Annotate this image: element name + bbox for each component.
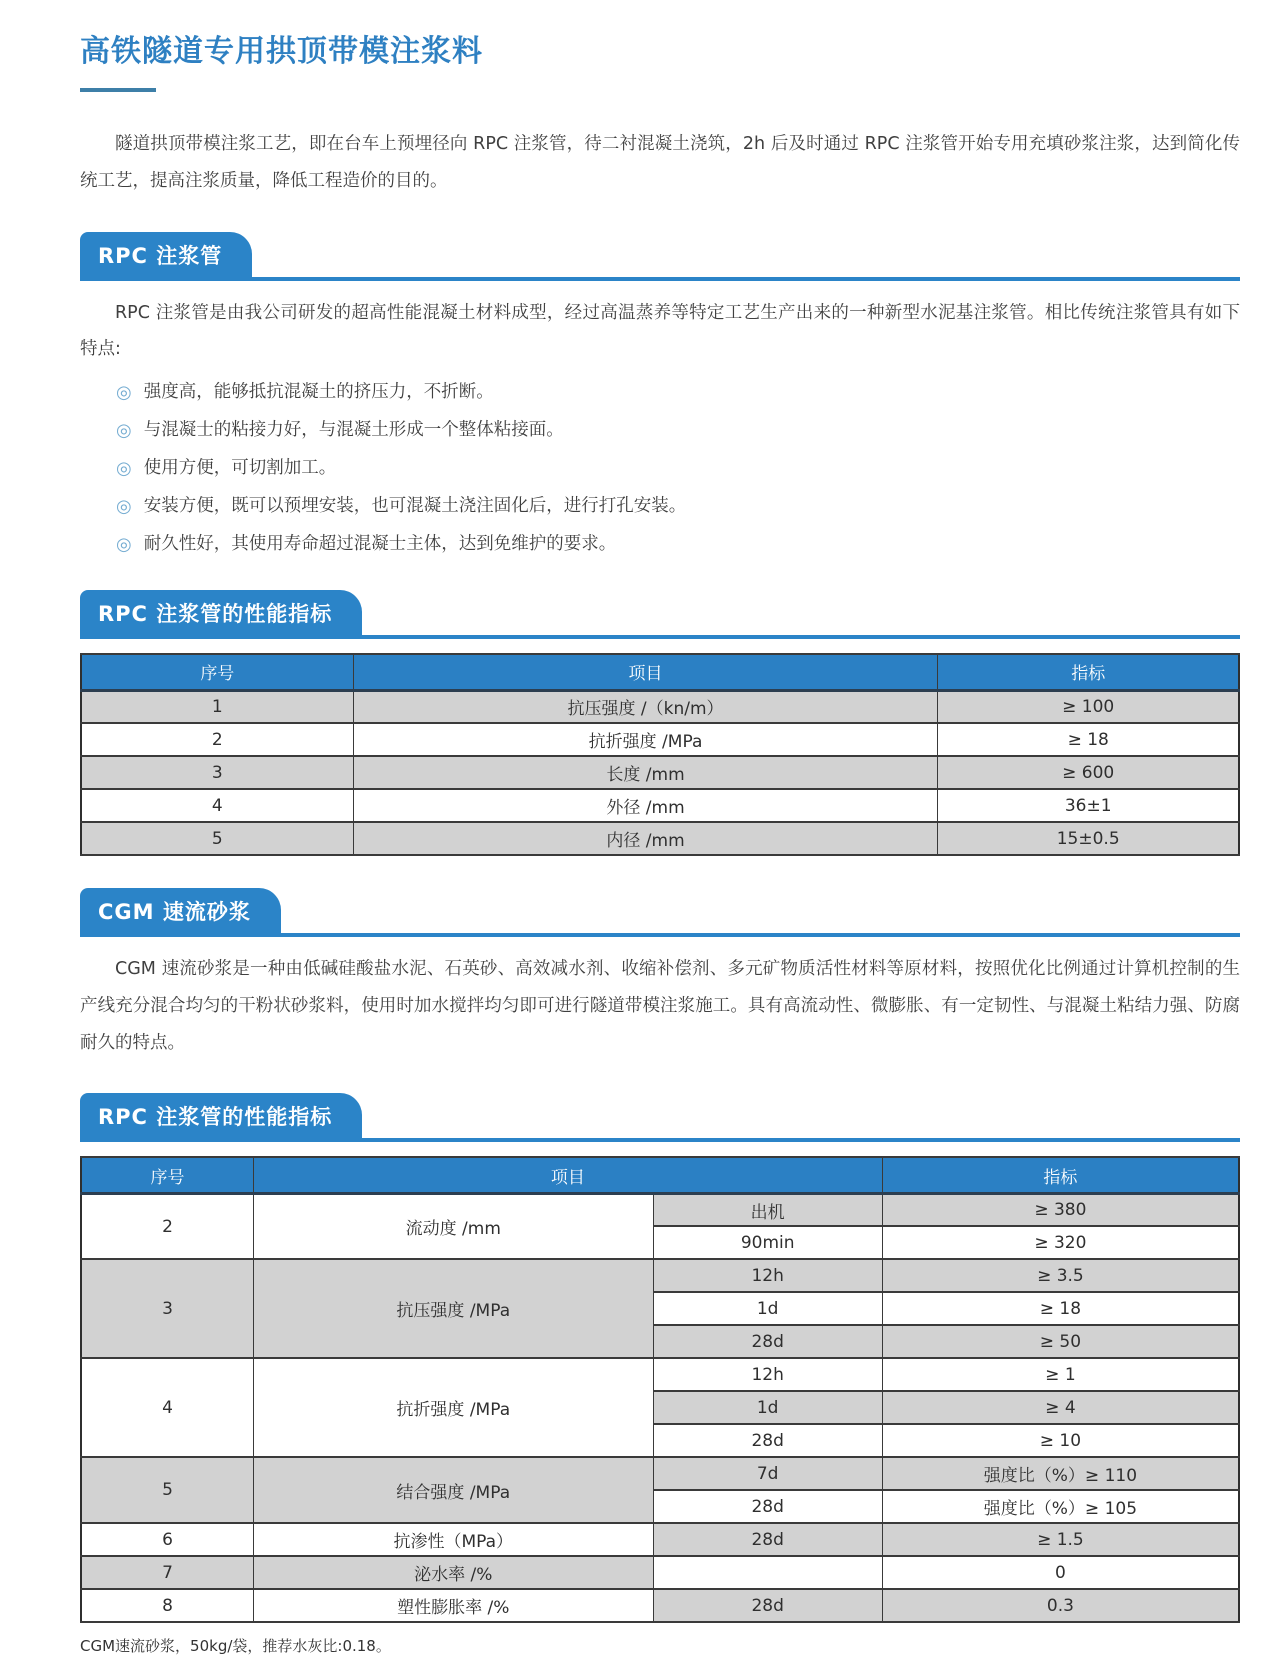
cell-condition: 7d [653, 1457, 882, 1490]
cell-condition: 出机 [653, 1193, 882, 1226]
cell-condition: 28d [653, 1523, 882, 1556]
cell-condition [653, 1556, 882, 1589]
cell-value: ≥ 18 [882, 1292, 1239, 1325]
page-title: 高铁隧道专用拱顶带模注浆料 [80, 34, 483, 69]
cell-condition: 90min [653, 1226, 882, 1259]
cell-item: 抗压强度 /（kn/m） [353, 690, 938, 723]
cell-value: 0.3 [882, 1589, 1239, 1622]
cell-item: 长度 /mm [353, 756, 938, 789]
cell-value: ≥ 600 [938, 756, 1239, 789]
cell-item: 塑性膨胀率 /% [254, 1589, 654, 1622]
section-header-cgm [80, 888, 1240, 937]
table-row [81, 1193, 1239, 1226]
circle-bullet-icon: ◎ [116, 458, 132, 479]
cell-condition: 1d [653, 1292, 882, 1325]
cell-condition: 1d [653, 1391, 882, 1424]
bullet-text: 与混凝士的粘接力好，与混凝土形成一个整体粘接面。 [143, 420, 564, 440]
cell-no: 4 [81, 789, 353, 822]
circle-bullet-icon: ◎ [116, 420, 132, 441]
cell-value: ≥ 10 [882, 1424, 1239, 1457]
cell-no: 8 [81, 1589, 254, 1622]
column-header-value: 指标 [882, 1157, 1239, 1193]
cell-condition: 28d [653, 1490, 882, 1523]
table-row [81, 1259, 1239, 1292]
table-row [81, 1556, 1239, 1589]
table-row [81, 789, 1239, 822]
cell-value: ≥ 18 [938, 723, 1239, 756]
circle-bullet-icon: ◎ [116, 496, 132, 517]
cell-item: 抗折强度 /MPa [353, 723, 938, 756]
footer-note: CGM速流砂浆，50kg/袋，推荐水灰比:0.18。 [80, 1637, 391, 1656]
cell-value: ≥ 1.5 [882, 1523, 1239, 1556]
cgm-spec-table [80, 1156, 1240, 1623]
cell-no: 4 [81, 1358, 254, 1457]
cell-value: 0 [882, 1556, 1239, 1589]
cell-item: 内径 /mm [353, 822, 938, 855]
table-header-row [81, 654, 1239, 690]
column-header-value: 指标 [938, 654, 1239, 690]
cgm-description: CGM 速流砂浆是一种由低碱硅酸盐水泥、石英砂、高效减水剂、收缩补偿剂、多元矿物质活性材料等原材料，按照优化比例通过计算机控制的生产线充分混合均匀的干粉状砂浆料，使用时加水搅拌均匀即可进行隧道带模注浆施工。具有高流动性、微膨胀、有一定韧性、与混凝土粘结力强、防腐耐久的特点。 [80, 959, 1240, 1053]
table-row [81, 756, 1239, 789]
table-row [81, 1589, 1239, 1622]
column-header-item: 项目 [353, 654, 938, 690]
list-item [116, 379, 1240, 406]
list-item [116, 455, 1240, 482]
cell-item: 外径 /mm [353, 789, 938, 822]
cell-condition: 12h [653, 1358, 882, 1391]
cell-item: 流动度 /mm [254, 1193, 654, 1259]
circle-bullet-icon: ◎ [116, 382, 132, 403]
table-row [81, 822, 1239, 855]
cell-item: 抗折强度 /MPa [254, 1358, 654, 1457]
cell-item: 抗压强度 /MPa [254, 1259, 654, 1358]
section-badge-rpc-specs: RPC 注浆管的性能指标 [80, 590, 362, 635]
cell-no: 2 [81, 723, 353, 756]
cell-condition: 28d [653, 1325, 882, 1358]
section-header-cgm-specs [80, 1093, 1240, 1142]
rpc-description: RPC 注浆管是由我公司研发的超高性能混凝土材料成型，经过高温蒸养等特定工艺生产出来的一种新型水泥基注浆管。相比传统注浆管具有如下特点: [80, 302, 1240, 360]
section-badge-cgm: CGM 速流砂浆 [80, 888, 281, 933]
cell-value: ≥ 4 [882, 1391, 1239, 1424]
bullet-text: 安装方便，既可以预埋安装，也可混凝土浇注固化后，进行打孔安装。 [143, 496, 687, 516]
column-header-no: 序号 [81, 1157, 254, 1193]
table-row [81, 690, 1239, 723]
cell-item: 结合强度 /MPa [254, 1457, 654, 1523]
table-row [81, 1523, 1239, 1556]
cell-value: 强度比（%）≥ 105 [882, 1490, 1239, 1523]
table-row [81, 723, 1239, 756]
table-header-row [81, 1157, 1239, 1193]
bullet-text: 强度高，能够抵抗混凝土的挤压力，不折断。 [143, 382, 494, 402]
title-underline-decoration [80, 88, 156, 92]
cell-no: 1 [81, 690, 353, 723]
intro-paragraph: 隧道拱顶带模注浆工艺，即在台车上预埋径向 RPC 注浆管，待二衬混凝土浇筑，2h 后及时通过 RPC 注浆管开始专用充填砂浆注浆，达到简化传统工艺，提高注浆质量，降低工程造价的目的。 [80, 134, 1240, 191]
table-row [81, 1457, 1239, 1490]
list-item [116, 531, 1240, 558]
list-item [116, 493, 1240, 520]
bullet-text: 耐久性好，其使用寿命超过混凝士主体，达到免维护的要求。 [143, 534, 617, 554]
cell-value: ≥ 3.5 [882, 1259, 1239, 1292]
cell-item: 泌水率 /% [254, 1556, 654, 1589]
cell-condition: 12h [653, 1259, 882, 1292]
cell-no: 2 [81, 1193, 254, 1259]
section-header-rpc [80, 232, 1240, 281]
cell-condition: 28d [653, 1589, 882, 1622]
cell-no: 5 [81, 822, 353, 855]
cell-value: ≥ 380 [882, 1193, 1239, 1226]
cell-no: 7 [81, 1556, 254, 1589]
cell-value: ≥ 100 [938, 690, 1239, 723]
cell-condition: 28d [653, 1424, 882, 1457]
section-badge-rpc: RPC 注浆管 [80, 232, 252, 277]
document-page [80, 26, 1240, 1656]
cell-no: 3 [81, 756, 353, 789]
rpc-spec-table [80, 653, 1240, 856]
section-header-rpc-specs [80, 590, 1240, 639]
circle-bullet-icon: ◎ [116, 534, 132, 555]
rpc-feature-list [80, 379, 1240, 558]
cell-value: ≥ 50 [882, 1325, 1239, 1358]
column-header-no: 序号 [81, 654, 353, 690]
bullet-text: 使用方便，可切割加工。 [143, 458, 337, 478]
cell-value: 15±0.5 [938, 822, 1239, 855]
cell-no: 5 [81, 1457, 254, 1523]
cell-no: 6 [81, 1523, 254, 1556]
table-row [81, 1358, 1239, 1391]
cell-value: ≥ 1 [882, 1358, 1239, 1391]
cell-item: 抗渗性（MPa） [254, 1523, 654, 1556]
cell-value: ≥ 320 [882, 1226, 1239, 1259]
cell-value: 36±1 [938, 789, 1239, 822]
column-header-item: 项目 [254, 1157, 883, 1193]
section-badge-cgm-specs: RPC 注浆管的性能指标 [80, 1093, 362, 1138]
cell-value: 强度比（%）≥ 110 [882, 1457, 1239, 1490]
list-item [116, 417, 1240, 444]
cell-no: 3 [81, 1259, 254, 1358]
